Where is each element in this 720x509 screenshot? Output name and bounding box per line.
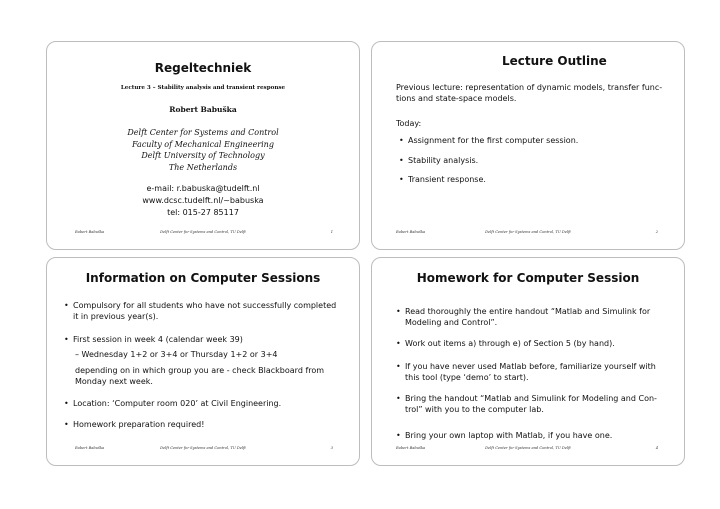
slide-footer bbox=[47, 230, 359, 238]
list-item bbox=[396, 361, 685, 383]
footer-page-number: 4 bbox=[655, 446, 658, 450]
footer-page-number: 2 bbox=[655, 230, 658, 234]
slide-2 bbox=[371, 41, 685, 250]
footer-page-number: 1 bbox=[330, 230, 333, 234]
footer-institution: Delft Center for Systems and Control, TU Delft bbox=[485, 230, 571, 234]
note-line: depending on in which group you are - check Blackboard from bbox=[75, 366, 325, 375]
list-item-line: • Bring the handout “Matlab and Simulink for Modeling and Con- bbox=[405, 394, 657, 403]
email-link[interactable]: e-mail: r.babuska@tudelft.nl bbox=[146, 184, 260, 193]
slide-footer bbox=[372, 230, 684, 238]
intro-line: tions and state-space models. bbox=[396, 94, 517, 103]
slide-title: Regeltechniek bbox=[154, 61, 252, 75]
affiliation-line: Delft Center for Systems and Control bbox=[127, 128, 279, 137]
footer-author: Robert Babuška bbox=[396, 446, 426, 450]
slide-footer bbox=[47, 446, 359, 454]
list-item-line: Modeling and Control”. bbox=[405, 318, 498, 327]
intro-paragraph bbox=[396, 82, 676, 104]
list-item: • Transient response. bbox=[399, 174, 486, 185]
slide-3 bbox=[46, 257, 360, 466]
footer-institution: Delft Center for Systems and Control, TU Delft bbox=[160, 230, 246, 234]
list-item bbox=[64, 300, 358, 322]
list-item-line: • Compulsory for all students who have not successfully completed bbox=[73, 301, 337, 310]
contact-block bbox=[47, 183, 359, 219]
affiliation-block bbox=[47, 127, 359, 173]
list-item: • Location: ‘Computer room 020’ at Civil Engineering. bbox=[64, 398, 281, 409]
slide-title: Lecture Outline bbox=[502, 54, 607, 68]
slide-footer bbox=[372, 446, 684, 454]
footer-institution: Delft Center for Systems and Control, TU Delft bbox=[160, 446, 246, 450]
list-item: • First session in week 4 (calendar week 39) bbox=[64, 334, 243, 345]
list-item-line: trol” with you to the computer lab. bbox=[405, 405, 544, 414]
slide-title: Information on Computer Sessions bbox=[85, 271, 321, 285]
schedule-option: – Wednesday 1+2 or 3+4 or Thursday 1+2 or 3+4 bbox=[75, 350, 278, 359]
footer-institution: Delft Center for Systems and Control, TU Delft bbox=[485, 446, 571, 450]
list-item-line: it in previous year(s). bbox=[73, 312, 159, 321]
list-item bbox=[396, 306, 685, 328]
today-label: Today: bbox=[396, 119, 422, 128]
slide-subtitle: Lecture 3 – Stability analysis and transient response bbox=[120, 85, 286, 91]
intro-line: Previous lecture: representation of dynamic models, transfer func- bbox=[396, 83, 663, 92]
phone-number: tel: 015-27 85117 bbox=[167, 208, 239, 217]
affiliation-line: Delft University of Technology bbox=[141, 151, 265, 160]
schedule-note bbox=[75, 365, 345, 387]
list-item: • Stability analysis. bbox=[399, 155, 478, 166]
slide-1 bbox=[46, 41, 360, 250]
note-line: Monday next week. bbox=[75, 377, 153, 386]
list-item bbox=[396, 393, 685, 415]
footer-author: Robert Babuška bbox=[396, 230, 426, 234]
slide-title: Homework for Computer Session bbox=[416, 271, 640, 285]
affiliation-line: The Netherlands bbox=[168, 162, 238, 172]
list-item-line: • If you have never used Matlab before, familiarize yourself with bbox=[405, 362, 656, 371]
list-item: • Bring your own laptop with Matlab, if you have one. bbox=[396, 430, 612, 441]
affiliation-line: Faculty of Mechanical Engineering bbox=[132, 139, 274, 149]
list-item: • Assignment for the first computer session. bbox=[399, 135, 578, 146]
list-item-line: this tool (type ‘demo’ to start). bbox=[405, 373, 529, 382]
list-item-line: • Read thoroughly the entire handout “Matlab and Simulink for bbox=[405, 307, 651, 316]
website-link[interactable]: www.dcsc.tudelft.nl/~babuska bbox=[142, 196, 264, 205]
list-item: • Work out items a) through e) of Section 5 (by hand). bbox=[396, 338, 615, 349]
footer-author: Robert Babuška bbox=[75, 230, 105, 234]
author-name: Robert Babuška bbox=[169, 105, 237, 114]
list-item: • Homework preparation required! bbox=[64, 419, 204, 430]
slide-4 bbox=[371, 257, 685, 466]
footer-author: Robert Babuška bbox=[75, 446, 105, 450]
footer-page-number: 3 bbox=[330, 446, 333, 450]
